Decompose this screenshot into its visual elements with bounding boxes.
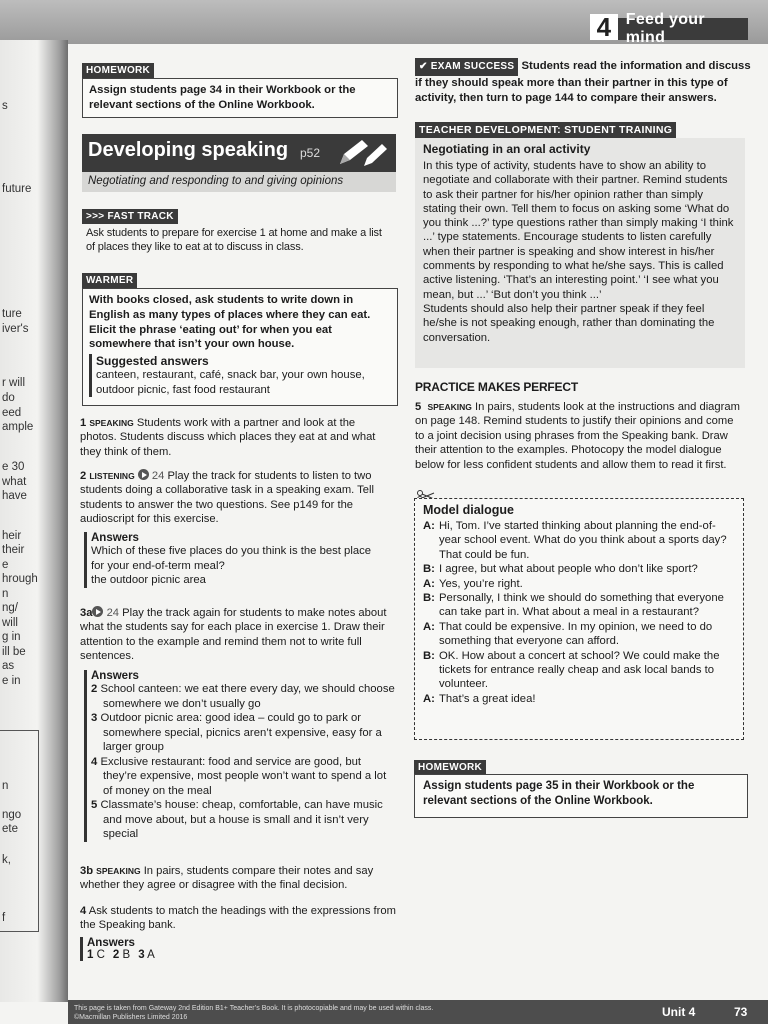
line-text: I agree, but what about people who don’t like sport? xyxy=(439,563,698,576)
dialogue-lines xyxy=(423,519,735,706)
answer-number: 2 xyxy=(112,949,120,961)
dialogue-line xyxy=(423,649,735,692)
strip-fragment: hrough xyxy=(2,573,38,585)
warmer-tag xyxy=(82,270,137,288)
answers-heading: Answers xyxy=(87,937,135,949)
audio-play-icon[interactable] xyxy=(92,606,103,617)
strip-fragment: s xyxy=(2,100,8,112)
exercise-text: Play the track again for students to make notes about what the students say for each place in exercise 1. Draw their attention to the example and remind them not to write full sentences. xyxy=(80,607,387,663)
exercise-text: Ask students to match the headings with the expressions from the Speaking bank. xyxy=(80,905,396,932)
speaker: B: xyxy=(423,649,435,662)
exercise-tag: SPEAKING xyxy=(89,418,134,428)
strip-fragment: ill be xyxy=(2,646,26,658)
answer-list xyxy=(87,949,287,961)
exercise-number: 3b xyxy=(80,865,94,877)
exercise-5 xyxy=(415,400,745,472)
speaker: A: xyxy=(423,577,435,590)
answer-number: 3 xyxy=(91,712,98,724)
unit-number: 4 xyxy=(590,14,618,40)
footer xyxy=(68,1000,768,1024)
answer-number: 4 xyxy=(91,755,98,768)
strip-fragment: ample xyxy=(2,421,34,433)
exercise-2-answers xyxy=(84,532,391,588)
answer-item xyxy=(91,682,395,711)
strip-fragment: their xyxy=(2,544,25,556)
answer-pair xyxy=(113,949,130,961)
teacher-dev-para2: Students should also help their partner speak if they feel he/she is not speaking enough, rather than dominating the conversation. xyxy=(423,302,715,344)
teacher-dev-label: TEACHER DEVELOPMENT: STUDENT TRAINING xyxy=(415,122,676,138)
track-number: 24 xyxy=(151,470,165,482)
speaker: A: xyxy=(423,620,435,633)
fast-track-label: >>> FAST TRACK xyxy=(82,209,178,224)
answer-line: Which of these five places do you think is the best place xyxy=(91,545,372,557)
exercise-3a-answers xyxy=(84,670,395,842)
section-subtitle: Negotiating and responding to and giving opinions xyxy=(88,175,344,187)
exam-success xyxy=(415,58,751,105)
footer-line: ©Macmillan Publishers Limited 2016 xyxy=(74,1014,188,1021)
subtitle-bar xyxy=(82,172,396,192)
answer-number: 3 xyxy=(138,949,145,961)
teacher-dev-para1: In this type of activity, students have to show an ability to negotiate and collaborate with their partner. Remind students to ask their partner for his/her opinion rather than simply stating their own. Tell them to focus on asking some ‘What do you think ...?’ type questions rather than simply making ‘I think ...’ type statements. Encourage students to listen carefully when their partner is speaking and show interest in his/her comments by responding to what he/she says. This is called active listening. ‘That’s an interesting point.’ ‘I see what you mean, but ...’ ‘But don’t you think ...’ xyxy=(423,160,734,301)
dialogue-line xyxy=(423,519,735,562)
warmer-label: WARMER xyxy=(82,273,137,288)
strip-fragment: ngo xyxy=(2,809,22,821)
developing-speaking-banner xyxy=(82,134,396,172)
exercise-number: 2 xyxy=(80,470,87,482)
strip-fragment: e xyxy=(2,559,9,571)
teacher-dev-heading: Negotiating in an oral activity xyxy=(423,142,591,156)
exercise-3a xyxy=(80,606,392,664)
dialogue-line xyxy=(423,620,735,649)
strip-fragment: f xyxy=(2,912,6,924)
fast-track-text: Ask students to prepare for exercise 1 at home and make a list of places they like to eat at to discuss in class. xyxy=(86,227,382,253)
strip-fragment: heir xyxy=(2,530,22,542)
unit-title: Feed your mind xyxy=(625,11,705,46)
practice-heading: PRACTICE MAKES PERFECT xyxy=(415,380,578,394)
strip-fragment: g in xyxy=(2,631,21,643)
homework-label: HOMEWORK xyxy=(414,760,486,775)
exercise-number: 4 xyxy=(80,905,87,917)
strip-fragment: n xyxy=(2,780,9,792)
model-dialogue-box xyxy=(414,498,744,740)
dialogue-line xyxy=(423,692,735,706)
speaker: A: xyxy=(423,692,435,705)
footer-text xyxy=(74,1004,544,1022)
answer-list xyxy=(91,682,395,842)
answer-letter: A xyxy=(147,949,155,961)
answer-text: School canteen: we eat there every day, we should choose somewhere we don’t usually go xyxy=(100,683,395,710)
exercise-4 xyxy=(80,904,396,933)
exercise-text: In pairs, students look at the instructions and diagram on page 148. Remind students to justify their opinions and come to a joint decision using phrases from the Speaking bank. Draw their attention to the examples. Photocopy the model dialogue below for less confident students and allow them to read it first. xyxy=(415,401,740,471)
answers-heading: Answers xyxy=(91,532,139,544)
pencil-icon xyxy=(334,138,390,168)
answers-heading: Answers xyxy=(91,670,139,682)
line-text: OK. How about a concert at school? We could make the tickets for entrance really cheap and ask local bands to volunteer. xyxy=(439,649,720,691)
answer-number: 5 xyxy=(91,799,98,811)
strip-fragment: k, xyxy=(2,854,11,866)
strip-fragment: ete xyxy=(2,823,18,835)
strip-fragment: will xyxy=(2,617,18,629)
strip-fragment: n xyxy=(2,588,9,600)
exercise-tag: SPEAKING xyxy=(427,402,472,412)
strip-fragment: future xyxy=(2,183,32,195)
answer-text: Outdoor picnic area: good idea – could go to park or somewhere special, picnics aren’t expensive, easy for a larger group xyxy=(100,712,382,753)
answer-pair xyxy=(87,949,105,961)
dialogue-line xyxy=(423,562,735,576)
answer-letter: C xyxy=(96,949,105,961)
teacher-dev-tag xyxy=(415,120,676,138)
footer-line: This page is taken from Gateway 2nd Edition B1+ Teacher’s Book. It is photocopiable and may be used within class. xyxy=(74,1005,434,1012)
fast-track-tag xyxy=(82,206,178,224)
answer-item xyxy=(91,711,395,755)
warmer-text: With books closed, ask students to write down in English as many types of places where they can eat. Elicit the phrase ‘eating out’ for when you eat somewhere that isn’t your own house. xyxy=(89,294,371,351)
strip-fragment: e in xyxy=(2,675,21,687)
answer-text: Exclusive restaurant: food and service are good, but they’re expensive, most people won’t want to spend a lot of money on the meal xyxy=(100,755,387,797)
exercise-number: 5 xyxy=(415,401,422,413)
strip-fragment: ng/ xyxy=(2,602,18,614)
answer-letter: B xyxy=(122,949,131,961)
line-text: That could be expensive. In my opinion, we need to do something that everyone can afford. xyxy=(439,620,713,648)
homework-bottom-box: Assign students page 35 in their Workbook or the relevant sections of the Online Workbook. xyxy=(414,774,748,818)
warmer-box xyxy=(82,288,398,406)
strip-fragment: what xyxy=(2,476,27,488)
exam-success-text: Students read the information and discuss if they should speak more than their partner in this type of activity, then turn to page 144 to compare their answers. xyxy=(415,60,751,104)
exercise-text: Students work with a partner and look at the photos. Students discuss which places they eat at and what they think of them. xyxy=(80,417,376,458)
warmer-answers-heading: Suggested answers xyxy=(96,354,209,369)
exercise-1 xyxy=(80,416,386,459)
exam-success-label: ✔ EXAM SUCCESS xyxy=(415,58,518,76)
model-dialogue-heading: Model dialogue xyxy=(423,503,514,517)
dialogue-line xyxy=(423,591,735,620)
strip-fragment: e 30 xyxy=(2,461,25,473)
warmer-answers-text: canteen, restaurant, café, snack bar, your own house, outdoor picnic, fast food restaurant xyxy=(96,369,365,396)
strip-fragment: eed xyxy=(2,407,22,419)
answer-item xyxy=(91,798,395,842)
homework-tag-bottom xyxy=(414,757,486,775)
line-text: Yes, you’re right. xyxy=(439,577,523,590)
warmer-answers xyxy=(89,354,391,397)
strip-fragment: do xyxy=(2,392,15,404)
speaker: A: xyxy=(423,520,435,532)
track-number: 24 xyxy=(106,607,120,619)
footer-unit: Unit 4 xyxy=(662,1005,696,1019)
exercise-3b xyxy=(80,864,392,893)
audio-play-icon[interactable] xyxy=(138,469,149,480)
strip-fragment: as xyxy=(2,660,15,672)
exercise-4-answers xyxy=(80,937,287,961)
teacher-dev-box xyxy=(415,138,745,368)
homework-tag-top xyxy=(82,60,154,78)
previous-page-strip xyxy=(0,40,68,1002)
exercise-number: 1 xyxy=(80,417,87,429)
answer-number: 1 xyxy=(87,949,94,961)
exercise-tag: LISTENING xyxy=(89,471,135,481)
answer-item xyxy=(91,755,395,799)
homework-top-box: Assign students page 34 in their Workbook or the relevant sections of the Online Workbook. xyxy=(82,78,398,118)
strip-fragment: ture xyxy=(2,308,22,320)
page-number: 73 xyxy=(734,1005,748,1019)
unit-banner xyxy=(590,11,748,46)
exercise-tag: SPEAKING xyxy=(96,866,141,876)
line-text: Hi, Tom. I’ve started thinking about planning the end-of-year school event. What do you think about a sports day? That could be fun. xyxy=(439,520,727,561)
line-text: That’s a great idea! xyxy=(439,692,536,705)
line-text: Personally, I think we should do something that everyone can take part in. What about a meal in a restaurant? xyxy=(439,592,724,619)
section-title: Developing speaking xyxy=(88,139,289,161)
answer-text: Classmate’s house: cheap, comfortable, can have music and move about, but a house is small and it isn’t very special xyxy=(100,799,383,840)
exercise-2 xyxy=(80,469,390,527)
answer-number: 2 xyxy=(91,683,98,695)
speaker: B: xyxy=(423,592,435,605)
strip-fragment: have xyxy=(2,490,27,502)
speaker: B: xyxy=(423,563,435,576)
exercise-number: 3a xyxy=(80,607,93,619)
answer-pair xyxy=(138,949,155,961)
exercise-text: Play the track for students to listen to two students doing a collaborative task in a speaking exam. Tell students to answer the two questions. See p149 for the audioscript for this exercise. xyxy=(80,470,374,526)
section-page-ref: p52 xyxy=(300,146,321,160)
strip-fragment: iver's xyxy=(2,323,29,335)
strip-box xyxy=(0,730,39,932)
dialogue-line xyxy=(423,577,735,591)
homework-label: HOMEWORK xyxy=(82,63,154,78)
answer-line: the outdoor picnic area xyxy=(91,574,206,586)
answer-line: for your end-of-term meal? xyxy=(91,559,225,572)
strip-fragment: r will xyxy=(2,377,25,389)
exercise-text: In pairs, students compare their notes and say whether they agree or disagree with the final decision. xyxy=(80,865,374,892)
